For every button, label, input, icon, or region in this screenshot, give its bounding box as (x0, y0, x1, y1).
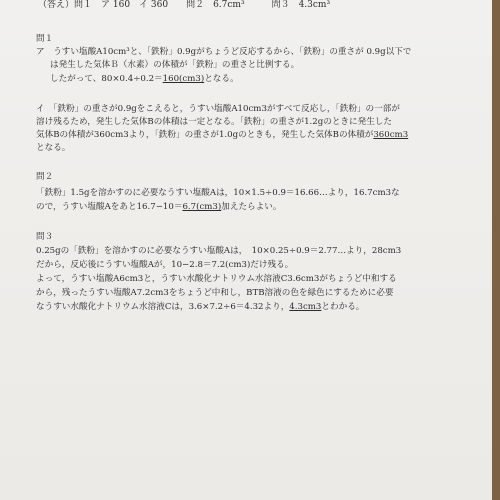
q3-title: 問３ (36, 232, 54, 242)
q3-line-2: だから，反応後にうすい塩酸Aが，10−2.8＝7.2(cm3)だけ残る。 (36, 260, 294, 270)
q1-i-line-1: イ 「鉄粉」の重さが0.9gをこえると，うすい塩酸A10cm3がすべて反応し，「鉄粉」の一部が (36, 104, 400, 114)
q1-i-line-4: となる。 (36, 143, 71, 153)
q1-i-line-3: 気体Bの体積が360cm3より，「鉄粉」の重さが1.0gのときも，発生した気体Bの体積が360cm3 (36, 130, 409, 140)
q3-line-1: 0.25gの「鉄粉」を溶かすのに必要なうすい塩酸Aは， 10×0.25÷0.9＝2.77…より，28cm3 (36, 246, 402, 256)
q2-answer: 6.7(cm3) (182, 202, 222, 212)
q1-i-answer: 360cm3 (373, 130, 409, 140)
answer-header: （答え）問１ ア 160 イ 360 問２ 6.7cm³ 問３ 4.3cm³ (38, 0, 331, 10)
q1-title: 問１ (36, 34, 54, 44)
q1-a-line-1: ア うすい塩酸A10cm³と、「鉄粉」0.9gがちょうど反応するから、「鉄粉」の重さが 0.9g以下で (36, 47, 412, 57)
q1-a-answer: 160(cm3) (162, 74, 205, 84)
q1-i-line-2: 溶け残るため，発生した気体Bの体積は一定となる。「鉄粉」の重さが1.2gのときに発生した (36, 117, 392, 127)
q2-line-1: 「鉄粉」1.5gを溶かすのに必要なうすい塩酸Aは，10×1.5÷0.9＝16.66…より，16.7cm3な (36, 188, 400, 198)
q3-answer: 4.3cm3 (289, 302, 322, 312)
q2-title: 問２ (36, 172, 54, 182)
q3-line-3: よって，うすい塩酸A6cm3と，うすい水酸化ナトリウム水溶液C3.6cm3がちょうど中和する (36, 274, 397, 284)
table-edge (492, 0, 500, 500)
q3-line-5: なうすい水酸化ナトリウム水溶液Cは，3.6×7.2÷6＝4.32より，4.3cm3とわかる。 (36, 302, 365, 312)
q3-line-4: から，残ったうすい塩酸A7.2cm3をちょうど中和し，BTB溶液の色を緑色にするために必要 (36, 288, 394, 298)
q1-a-line-3: したがって、80×0.4÷0.2＝160(cm3)となる。 (50, 74, 239, 84)
q1-a-line-2: は発生した気体Ｂ（水素）の体積が「鉄粉」の重さと比例する。 (50, 60, 300, 70)
q2-line-2: ので，うすい塩酸Aをあと16.7−10＝6.7(cm3)加えたらよい。 (36, 202, 282, 212)
